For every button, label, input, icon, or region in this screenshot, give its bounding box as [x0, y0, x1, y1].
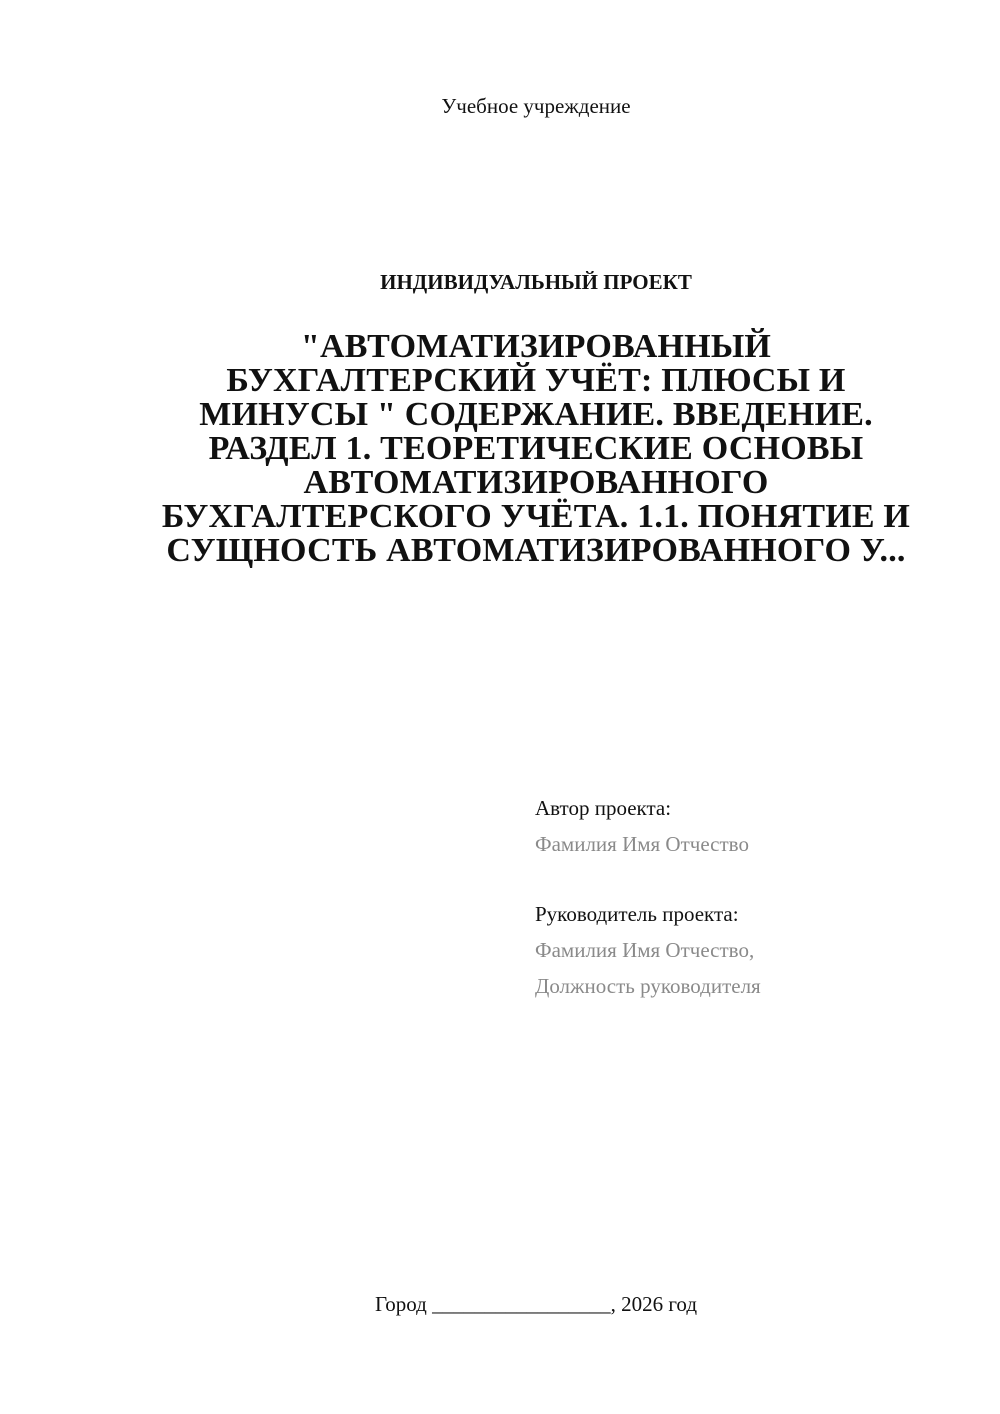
institution-name: Учебное учреждение	[441, 94, 631, 118]
author-name: Фамилия Имя Отчество	[535, 832, 749, 856]
project-type-heading: ИНДИВИДУАЛЬНЫЙ ПРОЕКТ	[380, 270, 692, 294]
supervisor-name: Фамилия Имя Отчество,	[535, 938, 755, 962]
supervisor-position: Должность руководителя	[535, 974, 761, 998]
credits-spacer	[535, 862, 975, 896]
project-title: "АВТОМАТИЗИРОВАННЫЙ БУХГАЛТЕРСКИЙ УЧЁТ: ПЛЮСЫ И МИНУСЫ " СОДЕРЖАНИЕ. ВВЕДЕНИЕ. РАЗДЕЛ 1. ТЕОРЕТИЧЕСКИЕ ОСНОВЫ АВТОМАТИЗИРОВАННОГО БУХГАЛТЕРСКОГО УЧЁТА. 1.1. ПОНЯТИЕ И СУЩНОСТЬ АВТОМАТИЗИРОВАННОГО У...	[161, 328, 911, 569]
credits-block	[535, 790, 975, 1004]
city-year-line: Город _________________, 2026 год	[374, 1292, 698, 1316]
author-label: Автор проекта:	[535, 796, 672, 820]
supervisor-label: Руководитель проекта:	[535, 902, 739, 926]
